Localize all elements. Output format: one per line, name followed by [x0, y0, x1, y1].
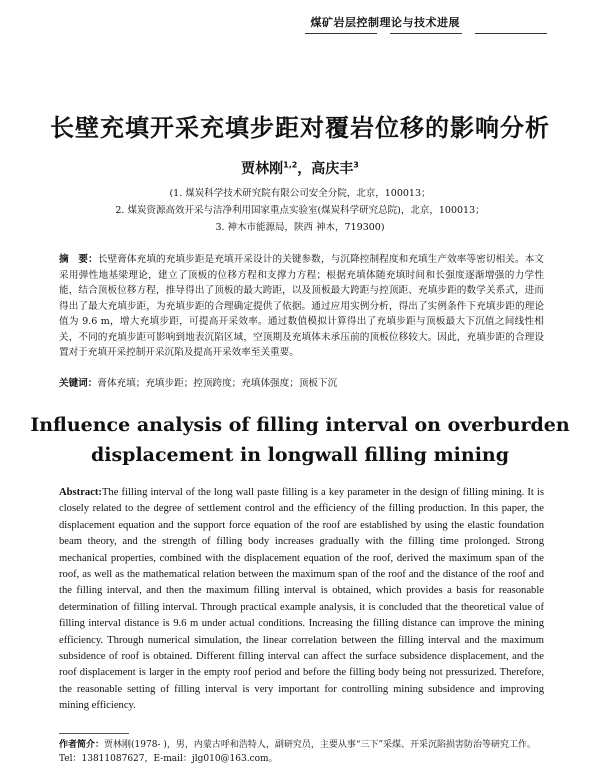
- abstract-zh-label: 摘 要：: [59, 254, 98, 265]
- paper-title-en-line: Influence analysis of filling interval on overburden: [30, 414, 570, 436]
- header-rule: [305, 33, 377, 34]
- author-name: 贾林刚: [241, 161, 284, 177]
- paper-title-zh: 长壁充填开采充填步距对覆岩位移的影响分析: [50, 114, 550, 142]
- footnote-text: 贾林刚(1978- )，男，内蒙古呼和浩特人，副研究员，主要从事“三下”采煤、开采沉陷损害防治等研究工作。: [104, 740, 537, 750]
- abstract-zh: [59, 252, 544, 361]
- affiliation-line: (1. 煤炭科学技术研究院有限公司安全分院，北京，100013；: [169, 188, 431, 199]
- abstract-en-label: Abstract:: [59, 487, 102, 498]
- abstract-en-text: The filling interval of the long wall paste filling is a key parameter in the design of filling mining. It is closely related to the degree of settlement control and the efficiency of the filling production. In this paper, the displacement equation and the support force equation of the roof are established by using the elastic foundation beam theory, and the strength of filling body increases gradually with the filling time prolonged. Strong mechanical properties, combined with the displacement equation of the roof, derived the maximum span of the roof, as well as the mathematical relation between the maximum span of the roof and the distance of the roof and the filling interval, and then the maximum filling interval is obtained, which provides a basis for reasonable determination of filling interval. Through practical example analysis, it is concluded that the theoretical value of filling interval distance is 9.6 m under actual conditions. Increasing the filling distance can improve the mining efficiency. Through numerical simulation, the linear correlation between the filling interval and the maximum subsidence of roof is obtained. Different filling interval can affect the surface subsidence displacement, and the roof displacement is larger in the empty roof period and before the filling body being not pressurized. Therefore, the reasonable setting of filling interval is very important for controlling mining subsidence and improving mining efficiency.: [59, 487, 544, 712]
- authors-zh: [0, 158, 600, 178]
- paper-title-en: [0, 410, 600, 470]
- author-separator: ，: [297, 161, 312, 177]
- footnote-label: 作者简介：: [59, 740, 105, 750]
- abstract-en: [59, 485, 544, 715]
- journal-name: 煤矿岩层控制理论与技术进展: [310, 16, 460, 29]
- header-rule: [390, 33, 462, 34]
- header-rule: [475, 33, 547, 34]
- affiliation-line: 3. 神木市能源局，陕西 神木，719300): [215, 222, 385, 233]
- paper-title-en-line: displacement in longwall filling mining: [90, 444, 510, 466]
- running-header: [0, 14, 600, 30]
- footnote-contact: Tel：13811087627，E-mail：jlg010@163.com。: [59, 754, 278, 764]
- affiliation-line: 2. 煤炭资源高效开采与洁净利用国家重点实验室(煤炭科学研究总院)，北京，100013；: [115, 205, 485, 216]
- author-footnote: [59, 738, 544, 766]
- author-affiliation-mark: 3: [353, 160, 359, 170]
- author-affiliation-mark: 1,2: [283, 160, 298, 170]
- abstract-zh-text: 长壁膏体充填的充填步距是充填开采设计的关键参数，与沉降控制程度和充填生产效率等密切相关。本文采用弹性地基梁理论，建立了顶板的位移方程和支撑力方程；根据充填体随充填时间和长强度逐渐增强的力学性能，结合顶板位移方程，推导得出了顶板的最大跨距，以及顶板最大跨距与控顶距、充填步距的数学关系式，进而得出了最大充填步距，为充填步距的合理确定提供了依据。通过应用实例分析，得出了实例条件下充填步距的理论值为 9.6 m，增大充填步距，可提高开采效率。通过数值模拟计算得出了充填步距与顶板最大下沉值之间线性相关，不同的充填步距可影响到地表沉陷区域，空顶期及充填体未承压前的顶板位移较大。因此，充填步距的合理设置对于充填开采控制开采沉陷及提高开采效率至关重要。: [59, 254, 545, 358]
- keywords-zh: [59, 376, 544, 391]
- keywords-zh-text: 膏体充填；充填步距；控顶跨度；充填体强度；顶板下沉: [97, 378, 338, 389]
- author-name: 高庆丰: [311, 161, 354, 177]
- keywords-zh-label: 关键词：: [59, 378, 98, 389]
- footnote-line: [59, 738, 544, 752]
- footnote-rule: [59, 733, 129, 734]
